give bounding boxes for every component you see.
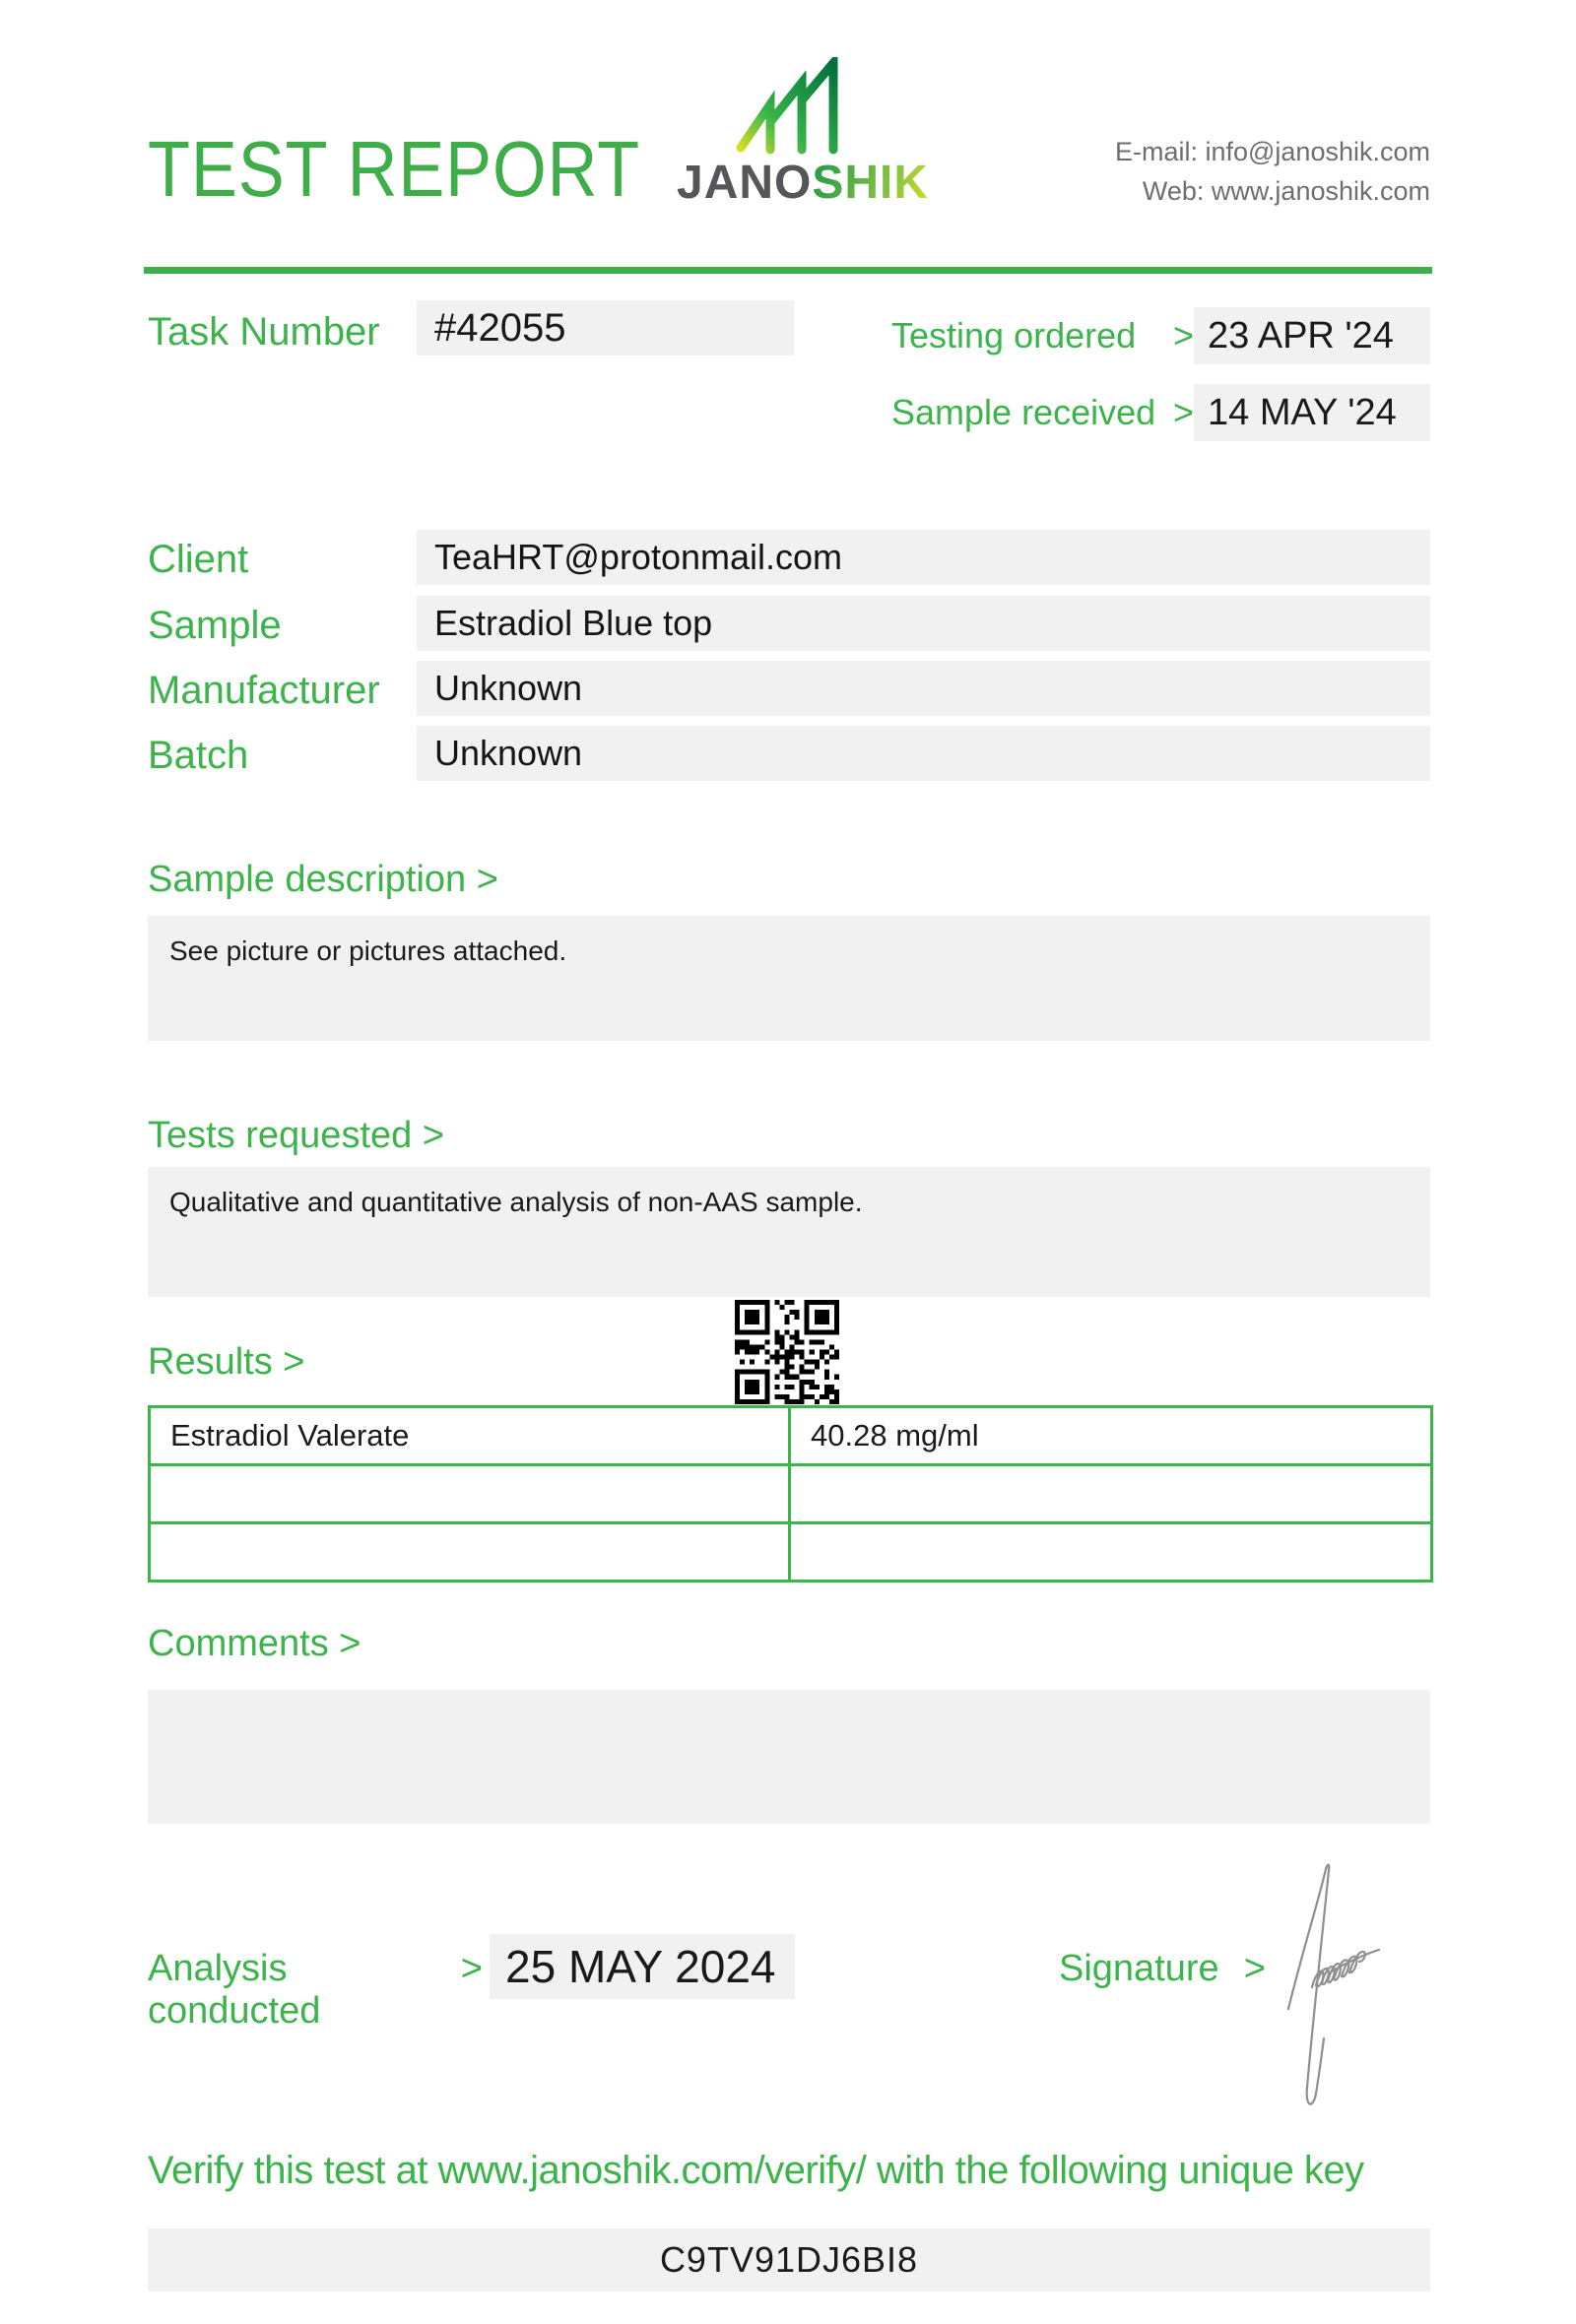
logo-chart-icon xyxy=(731,57,869,161)
testing-ordered-row xyxy=(891,315,1194,356)
result-empty-cell xyxy=(150,1465,790,1523)
contact-email: E-mail: info@janoshik.com xyxy=(1114,137,1430,166)
testing-ordered-arrow: > xyxy=(1172,315,1194,355)
comments-box xyxy=(148,1690,1430,1824)
analysis-conducted-label: Analysis conducted xyxy=(148,1948,321,2032)
client-label: Client xyxy=(148,538,249,581)
result-substance-cell: Estradiol Valerate xyxy=(150,1407,790,1465)
task-number-value: #42055 xyxy=(417,300,794,355)
qr-code-icon xyxy=(735,1300,839,1409)
sample-label: Sample xyxy=(148,604,282,647)
sample-description-heading: Sample description > xyxy=(148,859,498,900)
signature-arrow: > xyxy=(1243,1948,1266,1989)
result-empty-cell xyxy=(150,1523,790,1582)
contact-block xyxy=(1115,132,1430,211)
result-empty-cell xyxy=(790,1523,1432,1582)
contact-web: Web: www.janoshik.com xyxy=(1142,176,1430,206)
results-heading: Results > xyxy=(148,1341,305,1383)
sample-description-text: See picture or pictures attached. xyxy=(169,936,567,966)
sample-value: Estradiol Blue top xyxy=(417,596,1430,651)
results-row-1 xyxy=(150,1407,1432,1465)
analysis-date-value: 25 MAY 2024 xyxy=(490,1934,795,1999)
logo-wordmark xyxy=(677,156,930,210)
sample-description-box xyxy=(148,916,1430,1041)
logo-wordmark-shik: SHIK xyxy=(812,157,930,209)
page-title: TEST REPORT xyxy=(148,125,640,213)
sample-received-label: Sample received xyxy=(891,392,1156,432)
manufacturer-label: Manufacturer xyxy=(148,669,380,712)
task-number-label: Task Number xyxy=(148,310,380,354)
header-divider xyxy=(144,267,1432,274)
testing-ordered-label: Testing ordered xyxy=(891,315,1137,355)
manufacturer-value: Unknown xyxy=(417,661,1430,716)
client-value: TeaHRT@protonmail.com xyxy=(417,530,1430,585)
analysis-conducted-row xyxy=(148,1948,483,2033)
verify-text: Verify this test at www.janoshik.com/verify/ with the following unique key xyxy=(148,2149,1364,2192)
sample-received-row xyxy=(891,392,1194,433)
tests-requested-heading: Tests requested > xyxy=(148,1115,445,1156)
results-row-3 xyxy=(150,1523,1432,1582)
results-table xyxy=(148,1405,1433,1582)
sample-received-arrow: > xyxy=(1172,392,1194,432)
result-amount-cell: 40.28 mg/ml xyxy=(790,1407,1432,1465)
comments-heading: Comments > xyxy=(148,1623,361,1664)
results-row-2 xyxy=(150,1465,1432,1523)
signature-row xyxy=(1059,1948,1266,1990)
sample-received-value: 14 MAY '24 xyxy=(1194,384,1430,441)
tests-requested-text: Qualitative and quantitative analysis of non-AAS sample. xyxy=(169,1187,863,1217)
analysis-conducted-arrow: > xyxy=(460,1948,483,1989)
batch-value: Unknown xyxy=(417,726,1430,781)
batch-label: Batch xyxy=(148,734,249,777)
result-empty-cell xyxy=(790,1465,1432,1523)
verify-key: C9TV91DJ6BI8 xyxy=(148,2228,1430,2292)
tests-requested-box xyxy=(148,1167,1430,1297)
testing-ordered-value: 23 APR '24 xyxy=(1194,307,1430,364)
signature-label: Signature xyxy=(1059,1948,1219,1989)
signature-image xyxy=(1273,1851,1401,2147)
logo-wordmark-jano: JANO xyxy=(677,157,813,209)
